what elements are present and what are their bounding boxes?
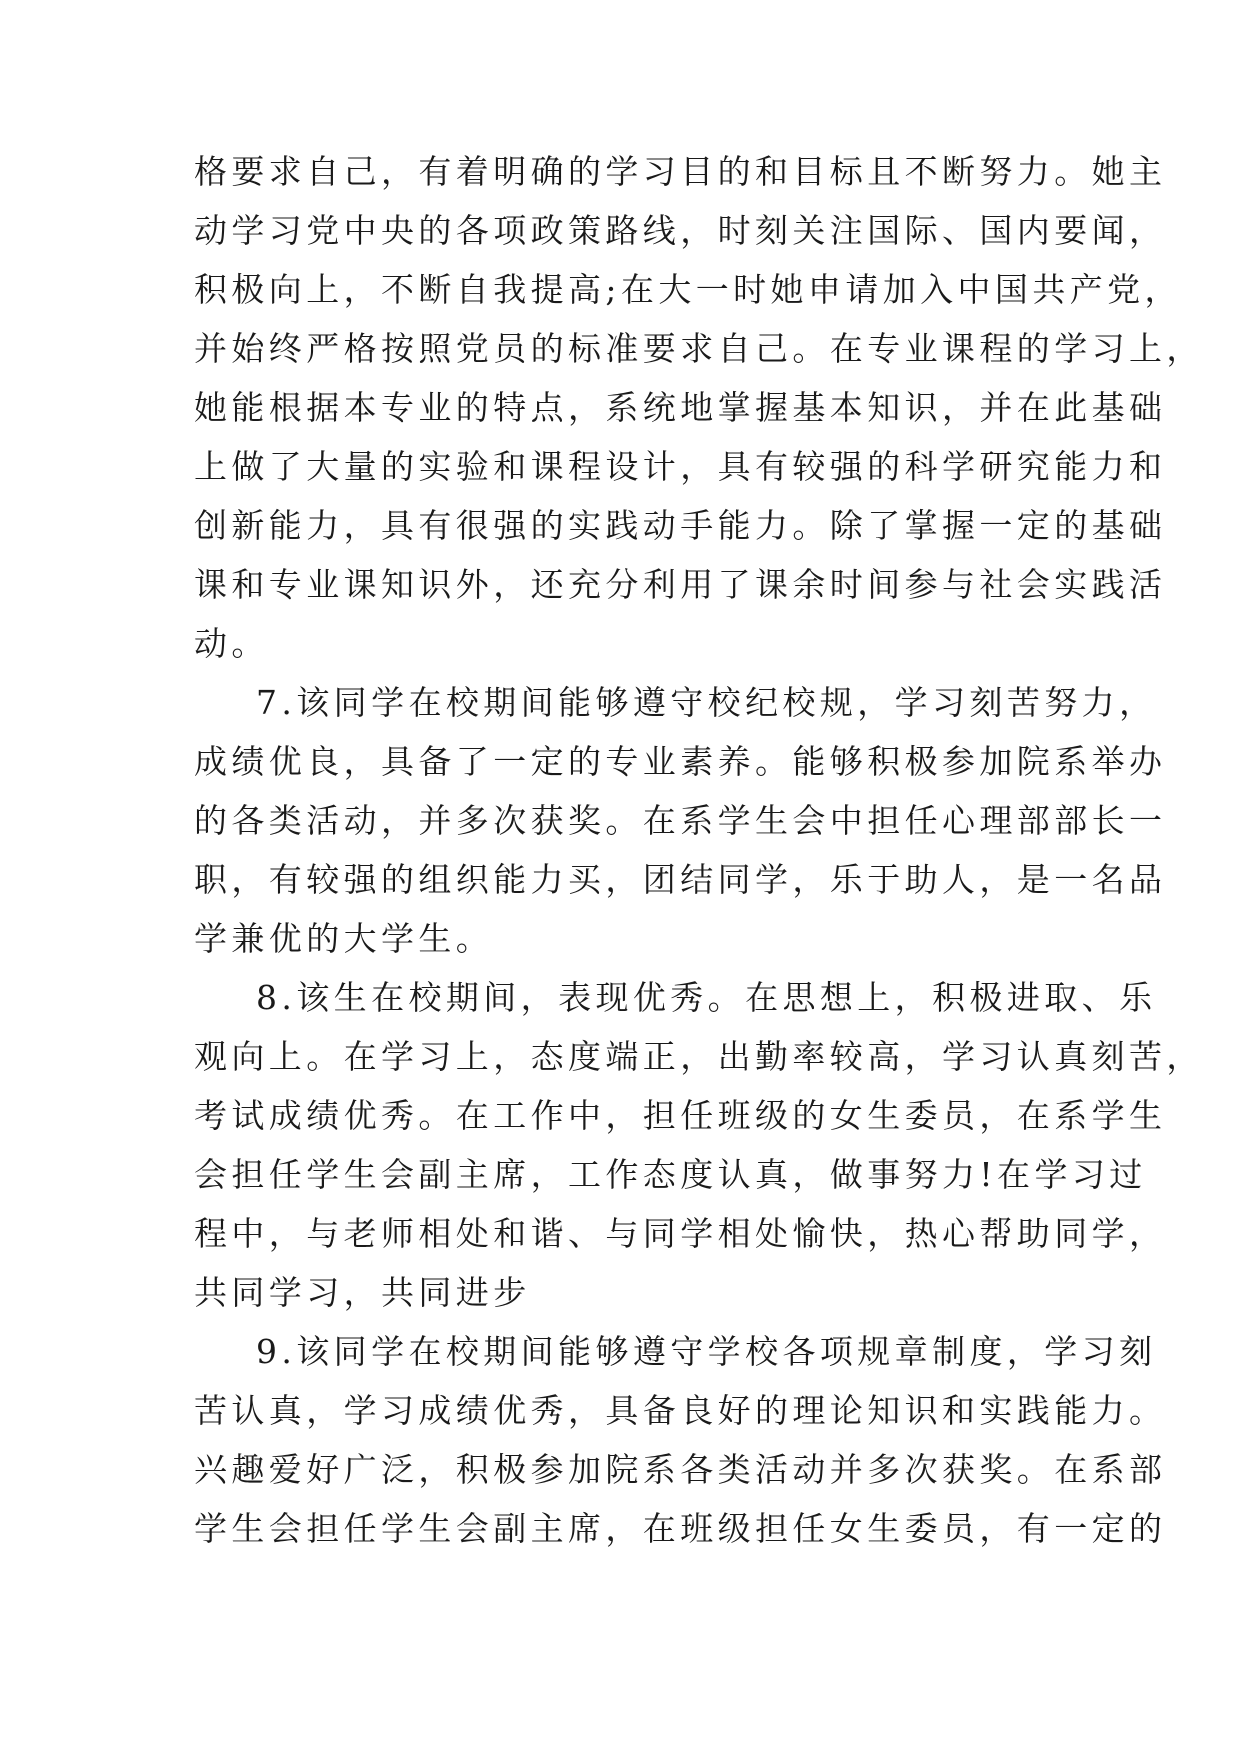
paragraph-7-first-line: 7.该同学在校期间能够遵守校纪校规，学习刻苦努力， [256,683,1157,722]
text-line: 学生会担任学生会副主席，在班级担任女生委员，有一定的 [194,1509,1167,1548]
text-line: 学兼优的大学生。 [194,919,494,958]
text-line: 观向上。在学习上，态度端正，出勤率较高，学习认真刻苦， [194,1037,1204,1076]
text-line: 并始终严格按照党员的标准要求自己。在专业课程的学习上， [194,329,1204,368]
text-line: 职，有较强的组织能力买，团结同学，乐于助人，是一名品 [194,860,1167,899]
text-line: 的各类活动，并多次获奖。在系学生会中担任心理部部长一 [194,801,1167,840]
text-line: 共同学习，共同进步 [194,1273,531,1312]
text-line: 成绩优良，具备了一定的专业素养。能够积极参加院系举办 [194,742,1167,781]
text-line: 格要求自己，有着明确的学习目的和目标且不断努力。她主 [194,152,1167,191]
text-line: 考试成绩优秀。在工作中，担任班级的女生委员，在系学生 [194,1096,1167,1135]
paragraph-9-first-line: 9.该同学在校期间能够遵守学校各项规章制度，学习刻 [256,1332,1157,1371]
text-line: 兴趣爱好广泛，积极参加院系各类活动并多次获奖。在系部 [194,1450,1167,1489]
text-line: 苦认真，学习成绩优秀，具备良好的理论知识和实践能力。 [194,1391,1167,1430]
text-line: 动学习党中央的各项政策路线，时刻关注国际、国内要闻， [194,211,1167,250]
paragraph-8-first-line: 8.该生在校期间，表现优秀。在思想上，积极进取、乐 [256,978,1157,1017]
text-line: 积极向上，不断自我提高;在大一时她申请加入中国共产党， [194,270,1182,309]
text-line: 上做了大量的实验和课程设计，具有较强的科学研究能力和 [194,447,1167,486]
text-line: 会担任学生会副主席，工作态度认真，做事努力!在学习过 [194,1155,1147,1194]
text-line: 程中，与老师相处和谐、与同学相处愉快，热心帮助同学， [194,1214,1167,1253]
text-line: 动。 [194,624,269,663]
text-line: 创新能力，具有很强的实践动手能力。除了掌握一定的基础 [194,506,1167,545]
text-line: 课和专业课知识外，还充分利用了课余时间参与社会实践活 [194,565,1167,604]
text-line: 她能根据本专业的特点，系统地掌握基本知识，并在此基础 [194,388,1167,427]
